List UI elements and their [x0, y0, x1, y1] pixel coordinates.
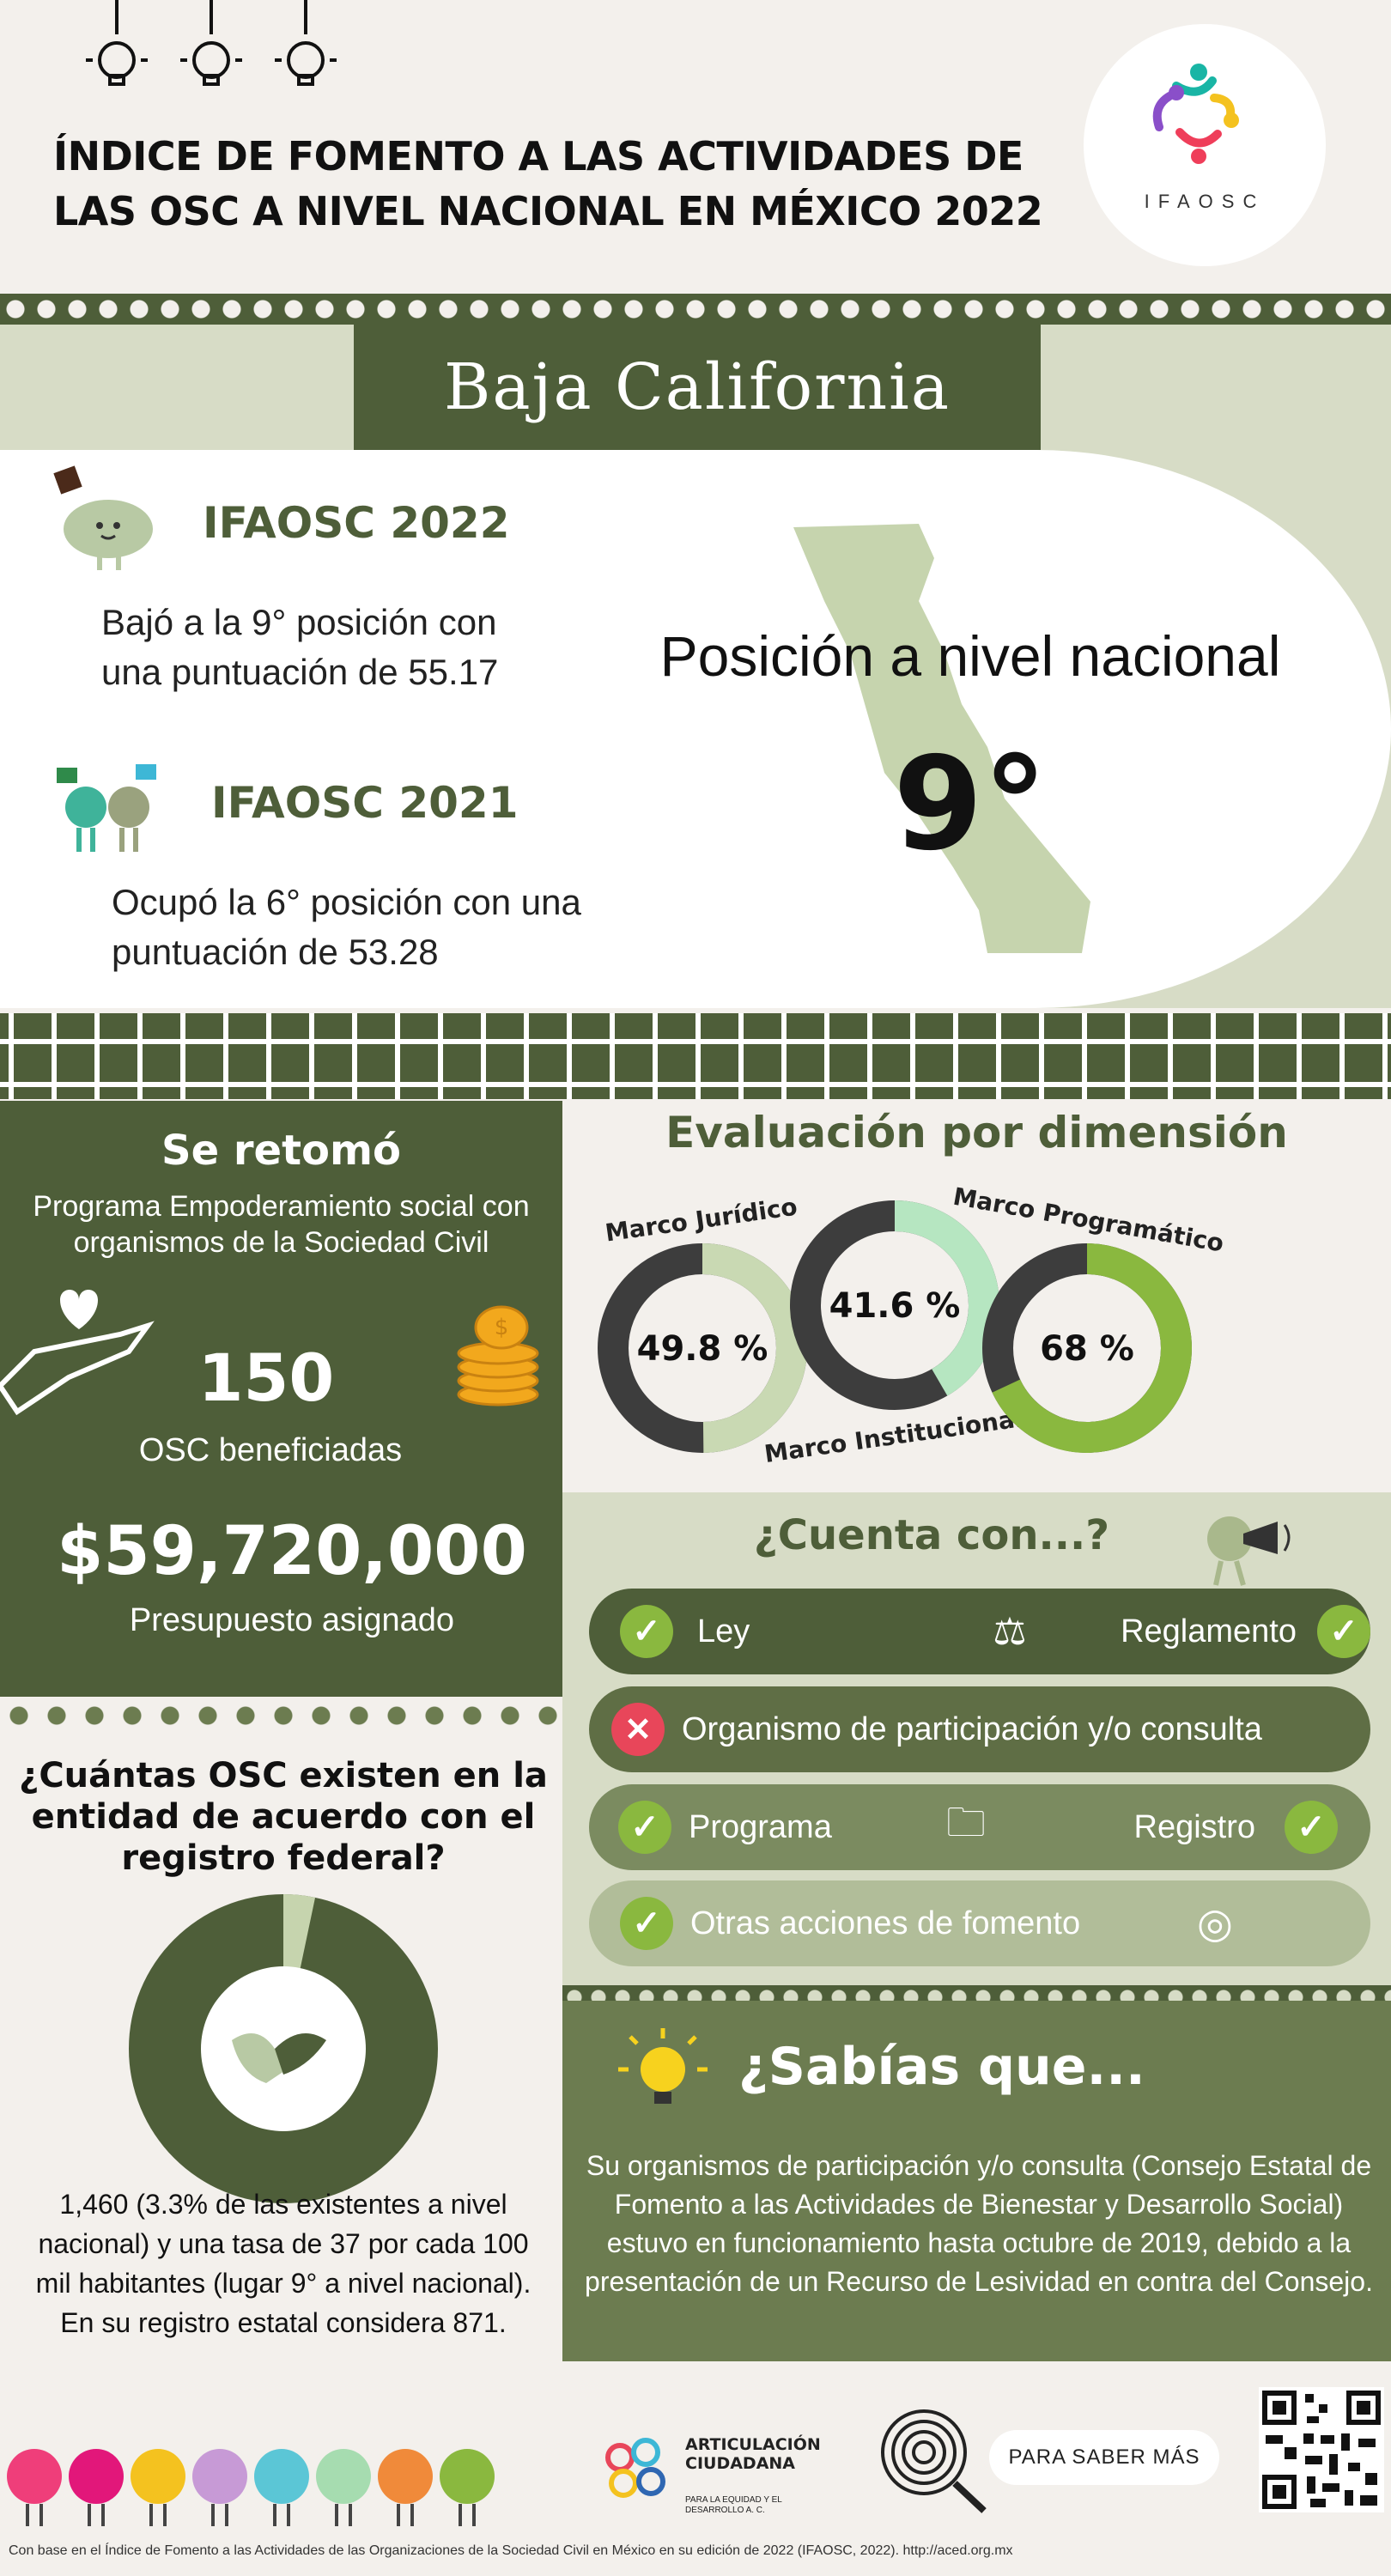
donut-marco-programático — [951, 1182, 1226, 1437]
sabias-que-text: Su organismos de participación y/o consulta (Consejo Estatal de Fomento a las Actividades de Bienestar y Desarrollo Social) estuvo en funcionamiento hasta octubre de 2019, debido a la presentación de un Recurso de Lesividad en contra del Consejo. — [585, 2150, 1373, 2297]
svg-text:$: $ — [494, 1315, 509, 1340]
osc-beneficiadas-count: 150 — [197, 1340, 335, 1416]
osc-registry-line: 1,460 (3.3% de las existentes a nivel nacional) y una tasa de 37 por cada 100 mil habitantes (lugar 9° a nivel nacional). — [35, 2189, 531, 2299]
logo-figures-icon — [1084, 24, 1326, 266]
cross-icon: ✕ — [611, 1703, 665, 1756]
cloud-character-icon — [52, 460, 163, 572]
budget-value: $59,720,000 — [57, 1513, 527, 1590]
program-title: Se retomó — [161, 1127, 401, 1175]
megaphone-character-icon — [1195, 1504, 1298, 1590]
aced-logo-icon — [598, 2432, 675, 2509]
ifaosc-2021-text — [112, 878, 713, 977]
row-programa-registro — [589, 1784, 1370, 1870]
ifaosc-2022-line-1: Bajó a la 9° posición con — [101, 602, 497, 642]
fingerprint-search-icon — [872, 2404, 993, 2516]
reglamento-label: Reglamento — [1121, 1613, 1297, 1649]
otras-acciones-label: Otras acciones de fomento — [690, 1905, 1081, 1941]
row-otras-acciones — [589, 1880, 1370, 1966]
osc-registry-text — [17, 2184, 550, 2342]
donut-marco-jurídico — [604, 1193, 799, 1437]
ifaosc-2021-title: IFAOSC 2021 — [211, 778, 519, 828]
ifaosc-2022-line-2: una puntuación de 55.17 — [101, 652, 499, 692]
budget-label: Presupuesto asignado — [129, 1602, 455, 1638]
donut-value-label: 49.8 % — [636, 1329, 768, 1369]
program-name: Programa Empoderamiento social con organismos de la Sociedad Civil — [33, 1190, 530, 1259]
folder-icon: 🗀 — [946, 1800, 986, 1844]
evaluation-title: Evaluación por dimensión — [665, 1108, 1288, 1157]
check-icon: ✓ — [1317, 1605, 1370, 1658]
programa-label: Programa — [689, 1808, 832, 1845]
decorative-greek-key-border — [0, 1013, 1391, 1099]
ifaosc-logo — [1084, 24, 1326, 266]
ley-label: Ley — [697, 1613, 750, 1649]
donut-dimension-name: Marco Institucional — [762, 1404, 1025, 1468]
qr-code[interactable] — [1259, 2387, 1384, 2512]
check-icon: ✓ — [618, 1801, 671, 1854]
osc-beneficiadas-label: OSC beneficiadas — [138, 1432, 403, 1468]
donut-dimension-name: Marco Programático — [951, 1182, 1226, 1258]
ifaosc-2022-text — [101, 598, 634, 697]
osc-share-chart — [129, 1894, 438, 2203]
logo-text: IFAOSC — [1144, 191, 1266, 212]
check-icon: ✓ — [620, 1605, 673, 1658]
donut-value-label: 41.6 % — [829, 1286, 961, 1326]
aced-name: ARTICULACIÓN CIUDADANA — [685, 2435, 821, 2473]
ifaosc-2022-title: IFAOSC 2022 — [203, 498, 510, 548]
ifaosc-2021-line-2: puntuación de 53.28 — [112, 932, 439, 972]
check-icon: ✓ — [620, 1897, 673, 1950]
title-line-1: ÍNDICE DE FOMENTO A LAS ACTIVIDADES DE — [53, 133, 1024, 179]
check-icon: ✓ — [1285, 1801, 1338, 1854]
bulb-icons — [77, 0, 352, 103]
osc-registry-state-line: En su registro estatal considera 871. — [60, 2307, 507, 2338]
sabias-que-title: ¿Sabías que... — [738, 2037, 1145, 2097]
decorative-border-top — [0, 294, 1391, 325]
organismo-label: Organismo de participación y/o consulta — [682, 1710, 1262, 1747]
position-value: 9° — [893, 730, 1048, 879]
para-saber-mas-button[interactable]: PARA SABER MÁS — [989, 2430, 1219, 2485]
lightbulb-icon — [611, 2025, 714, 2128]
characters-icon — [53, 756, 165, 859]
page-title — [53, 129, 1066, 239]
donut-value-label: 68 % — [1040, 1329, 1134, 1369]
head-spiral-icon: ◎ — [1197, 1901, 1233, 1947]
decorative-puzzle-border — [0, 1697, 562, 1735]
row-ley-reglamento — [589, 1589, 1370, 1674]
characters-row-icon — [3, 2437, 553, 2531]
osc-registry-title: ¿Cuántas OSC existen en la entidad de acuerdo con el registro federal? — [19, 1756, 548, 1878]
scales-icon: ⚖ — [993, 1610, 1027, 1653]
cuenta-con-title: ¿Cuenta con...? — [753, 1511, 1110, 1559]
evaluation-donuts — [562, 1176, 1391, 1468]
state-name: Baja California — [354, 325, 1041, 450]
position-label: Posición a nivel nacional — [659, 624, 1281, 688]
aced-subtitle: PARA LA EQUIDAD Y EL DESARROLLO A. C. — [685, 2495, 782, 2515]
registro-label: Registro — [1133, 1808, 1255, 1845]
row-organismo — [589, 1686, 1370, 1772]
footer-source-note: Con base en el Índice de Fomento a las Actividades de las Organizaciones de la Sociedad Civil en México en su edición de 2022 (IFAOSC, 2022). http://aced.org.mx — [9, 2543, 1013, 2558]
donut-dimension-name: Marco Jurídico — [603, 1192, 799, 1248]
ifaosc-2021-line-1: Ocupó la 6° posición con una — [112, 882, 581, 922]
title-line-2: LAS OSC A NIVEL NACIONAL EN MÉXICO 2022 — [53, 188, 1043, 234]
